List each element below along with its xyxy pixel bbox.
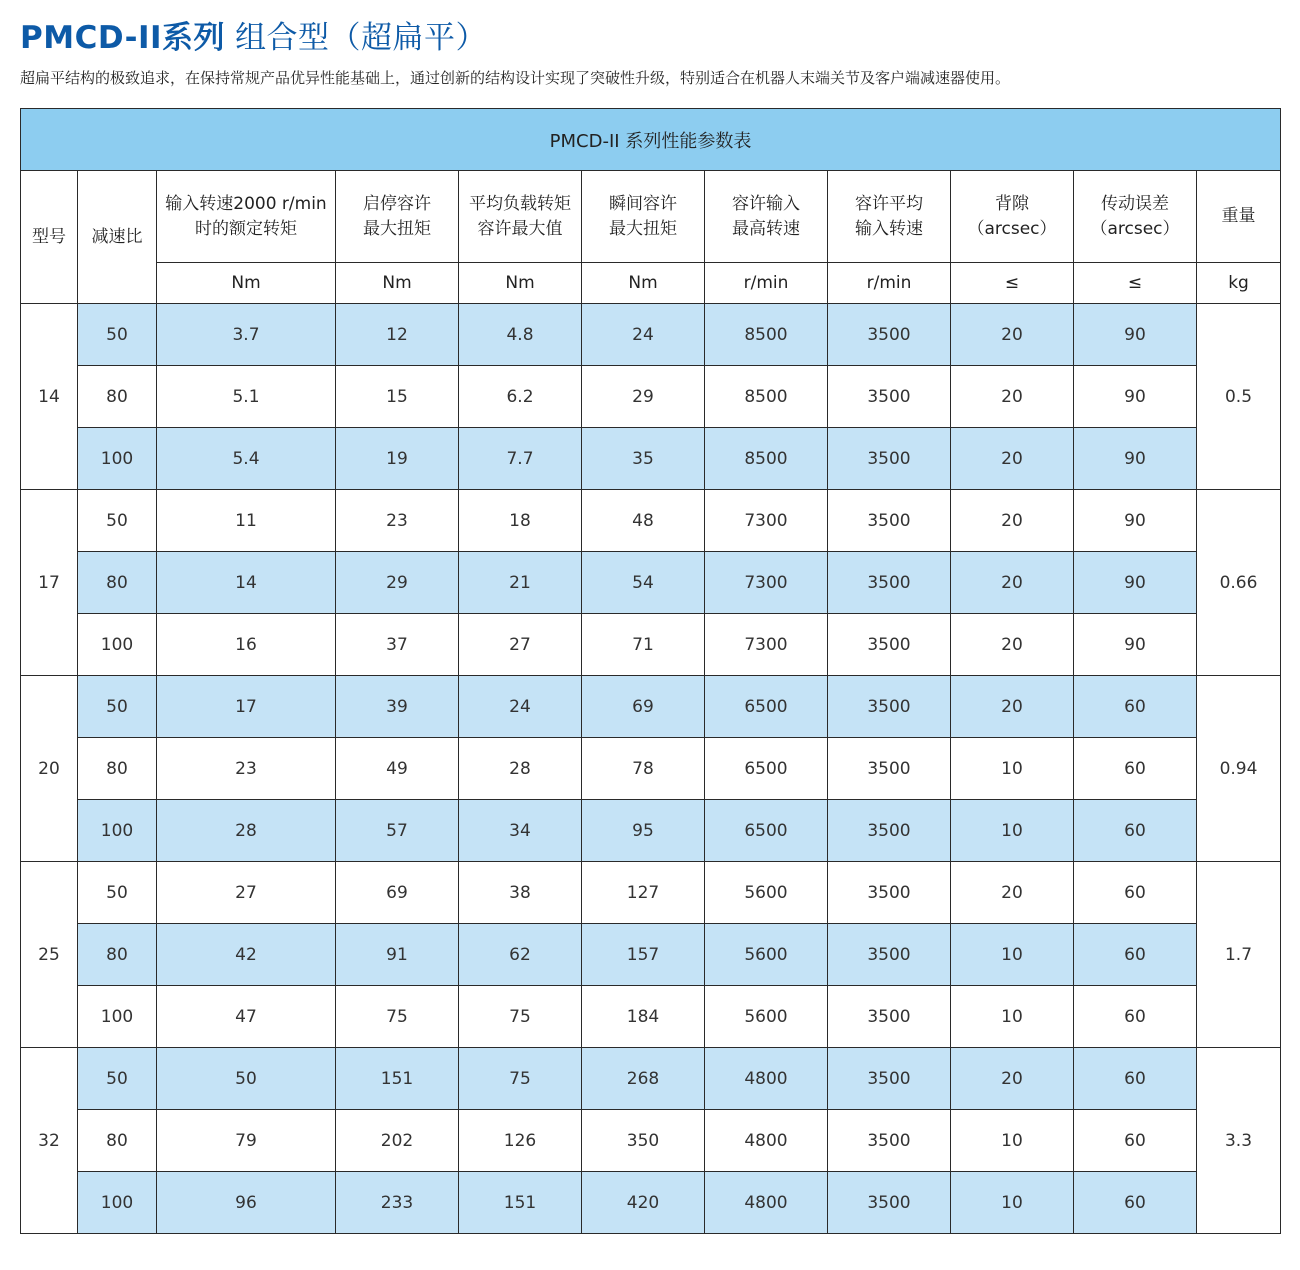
- table-cell: 28: [459, 738, 582, 800]
- table-cell: 90: [1074, 490, 1197, 552]
- table-cell: 202: [336, 1110, 459, 1172]
- table-cell: 28: [157, 800, 336, 862]
- table-cell: 6.2: [459, 366, 582, 428]
- page-description: 超扁平结构的极致追求，在保持常规产品优异性能基础上，通过创新的结构设计实现了突破性升级，特别适合在机器人末端关节及客户端减速器使用。: [20, 69, 1011, 87]
- table-cell: 90: [1074, 366, 1197, 428]
- table-cell: 6500: [705, 800, 828, 862]
- column-unit: r/min: [828, 263, 951, 304]
- table-cell: 5600: [705, 986, 828, 1048]
- table-cell: 24: [459, 676, 582, 738]
- table-cell: 38: [459, 862, 582, 924]
- table-row: [21, 1048, 1281, 1110]
- table-cell: 7300: [705, 552, 828, 614]
- table-cell: 24: [582, 304, 705, 366]
- table-row: [21, 800, 1281, 862]
- table-cell: 3500: [828, 924, 951, 986]
- column-unit: r/min: [705, 263, 828, 304]
- table-cell: 3500: [828, 676, 951, 738]
- column-header-line1: 型号: [32, 226, 66, 247]
- table-cell: 100: [78, 428, 157, 490]
- column-unit: Nm: [459, 263, 582, 304]
- table-cell: 6500: [705, 676, 828, 738]
- table-cell: 80: [78, 738, 157, 800]
- table-row: [21, 552, 1281, 614]
- table-row: [21, 1172, 1281, 1234]
- column-header-line1: 容许输入: [732, 193, 800, 214]
- table-cell: 90: [1074, 304, 1197, 366]
- table-cell: 127: [582, 862, 705, 924]
- table-cell: 60: [1074, 1172, 1197, 1234]
- table-cell: 57: [336, 800, 459, 862]
- column-unit: ≤: [1074, 263, 1197, 304]
- table-cell: 50: [78, 304, 157, 366]
- table-cell: 20: [951, 552, 1074, 614]
- table-cell: 48: [582, 490, 705, 552]
- table-cell: 90: [1074, 428, 1197, 490]
- table-cell: 8500: [705, 428, 828, 490]
- column-header-line2: 时的额定转矩: [195, 218, 297, 239]
- table-cell: 50: [78, 490, 157, 552]
- table-cell: 75: [459, 1048, 582, 1110]
- table-row: [21, 924, 1281, 986]
- weight-cell: 0.5: [1197, 304, 1281, 490]
- column-header: [1074, 171, 1197, 263]
- table-cell: 80: [78, 924, 157, 986]
- table-cell: 54: [582, 552, 705, 614]
- table-cell: 4800: [705, 1110, 828, 1172]
- table-cell: 20: [951, 862, 1074, 924]
- table-row: [21, 490, 1281, 552]
- table-row: [21, 366, 1281, 428]
- table-cell: 16: [157, 614, 336, 676]
- column-unit: ≤: [951, 263, 1074, 304]
- table-cell: 20: [951, 428, 1074, 490]
- table-row: [21, 862, 1281, 924]
- table-cell: 5600: [705, 862, 828, 924]
- table-cell: 80: [78, 1110, 157, 1172]
- table-row: [21, 676, 1281, 738]
- table-row: [21, 614, 1281, 676]
- table-cell: 3500: [828, 614, 951, 676]
- table-cell: 4.8: [459, 304, 582, 366]
- table-cell: 96: [157, 1172, 336, 1234]
- table-cell: 3500: [828, 986, 951, 1048]
- table-cell: 157: [582, 924, 705, 986]
- table-cell: 50: [157, 1048, 336, 1110]
- column-header: [1197, 171, 1281, 263]
- table-cell: 3500: [828, 862, 951, 924]
- table-cell: 3500: [828, 1172, 951, 1234]
- table-row: [21, 428, 1281, 490]
- table-cell: 14: [157, 552, 336, 614]
- table-cell: 3500: [828, 1110, 951, 1172]
- column-header-line1: 传动误差: [1101, 193, 1169, 214]
- table-cell: 5.4: [157, 428, 336, 490]
- table-cell: 47: [157, 986, 336, 1048]
- table-cell: 10: [951, 924, 1074, 986]
- column-header: [582, 171, 705, 263]
- table-cell: 7300: [705, 490, 828, 552]
- table-cell: 23: [336, 490, 459, 552]
- table-cell: 91: [336, 924, 459, 986]
- table-cell: 90: [1074, 552, 1197, 614]
- column-header-line1: 输入转速2000 r/min: [165, 193, 327, 214]
- model-cell: 14: [21, 304, 78, 490]
- table-cell: 5.1: [157, 366, 336, 428]
- table-cell: 3500: [828, 738, 951, 800]
- table-cell: 60: [1074, 924, 1197, 986]
- weight-cell: 0.66: [1197, 490, 1281, 676]
- column-unit: kg: [1197, 263, 1281, 304]
- table-cell: 8500: [705, 366, 828, 428]
- table-cell: 35: [582, 428, 705, 490]
- table-cell: 3500: [828, 490, 951, 552]
- column-header-line2: （arcsec）: [967, 218, 1057, 239]
- column-header: [705, 171, 828, 263]
- table-cell: 10: [951, 738, 1074, 800]
- table-cell: 17: [157, 676, 336, 738]
- table-cell: 100: [78, 1172, 157, 1234]
- table-cell: 60: [1074, 862, 1197, 924]
- table-cell: 10: [951, 800, 1074, 862]
- table-cell: 7.7: [459, 428, 582, 490]
- weight-cell: 3.3: [1197, 1048, 1281, 1234]
- table-cell: 37: [336, 614, 459, 676]
- table-cell: 78: [582, 738, 705, 800]
- model-cell: 32: [21, 1048, 78, 1234]
- table-cell: 184: [582, 986, 705, 1048]
- table-cell: 3500: [828, 552, 951, 614]
- column-header-line2: 最高转速: [732, 218, 800, 239]
- table-cell: 100: [78, 614, 157, 676]
- table-cell: 90: [1074, 614, 1197, 676]
- page-title-subtitle: 组合型（超扁平）: [235, 20, 488, 56]
- performance-table: [20, 108, 1281, 1234]
- table-cell: 100: [78, 800, 157, 862]
- table-cell: 20: [951, 1048, 1074, 1110]
- table-cell: 49: [336, 738, 459, 800]
- table-cell: 10: [951, 986, 1074, 1048]
- table-cell: 3500: [828, 1048, 951, 1110]
- column-header-line2: 输入转速: [855, 218, 923, 239]
- table-cell: 60: [1074, 676, 1197, 738]
- table-cell: 126: [459, 1110, 582, 1172]
- table-cell: 69: [336, 862, 459, 924]
- table-row: [21, 1110, 1281, 1172]
- column-header-line2: 容许最大值: [477, 218, 563, 239]
- column-header: [459, 171, 582, 263]
- page-title: [20, 18, 487, 58]
- table-cell: 50: [78, 676, 157, 738]
- table-cell: 80: [78, 366, 157, 428]
- table-cell: 350: [582, 1110, 705, 1172]
- column-header-line1: 平均负载转矩: [469, 193, 571, 214]
- table-row: [21, 304, 1281, 366]
- table-cell: 75: [459, 986, 582, 1048]
- table-cell: 79: [157, 1110, 336, 1172]
- table-cell: 10: [951, 1110, 1074, 1172]
- table-cell: 34: [459, 800, 582, 862]
- column-header-line1: 容许平均: [855, 193, 923, 214]
- table-cell: 19: [336, 428, 459, 490]
- table-cell: 60: [1074, 738, 1197, 800]
- column-header-line1: 重量: [1221, 206, 1256, 226]
- table-cell: 3500: [828, 366, 951, 428]
- table-cell: 8500: [705, 304, 828, 366]
- table-cell: 20: [951, 676, 1074, 738]
- table-cell: 4800: [705, 1048, 828, 1110]
- table-cell: 23: [157, 738, 336, 800]
- table-cell: 420: [582, 1172, 705, 1234]
- table-cell: 18: [459, 490, 582, 552]
- table-cell: 60: [1074, 986, 1197, 1048]
- table-row: [21, 738, 1281, 800]
- table-cell: 4800: [705, 1172, 828, 1234]
- table-cell: 3.7: [157, 304, 336, 366]
- table-cell: 27: [157, 862, 336, 924]
- column-header: [336, 171, 459, 263]
- table-cell: 75: [336, 986, 459, 1048]
- column-header: [828, 171, 951, 263]
- column-header-line2: （arcsec）: [1090, 218, 1180, 239]
- table-cell: 60: [1074, 1048, 1197, 1110]
- table-cell: 15: [336, 366, 459, 428]
- table-cell: 60: [1074, 800, 1197, 862]
- table-cell: 3500: [828, 428, 951, 490]
- table-cell: 7300: [705, 614, 828, 676]
- table-cell: 100: [78, 986, 157, 1048]
- table-cell: 69: [582, 676, 705, 738]
- column-unit: Nm: [157, 263, 336, 304]
- column-header-line2: 最大扭矩: [363, 218, 431, 239]
- table-cell: 3500: [828, 304, 951, 366]
- column-header-line1: 瞬间容许: [609, 193, 677, 214]
- table-cell: 60: [1074, 1110, 1197, 1172]
- table-cell: 29: [582, 366, 705, 428]
- column-header: [951, 171, 1074, 263]
- model-cell: 25: [21, 862, 78, 1048]
- table-cell: 20: [951, 304, 1074, 366]
- table-cell: 20: [951, 614, 1074, 676]
- table-cell: 50: [78, 862, 157, 924]
- table-cell: 39: [336, 676, 459, 738]
- table-cell: 62: [459, 924, 582, 986]
- model-cell: 17: [21, 490, 78, 676]
- table-cell: 50: [78, 1048, 157, 1110]
- column-header: [157, 171, 336, 263]
- table-cell: 268: [582, 1048, 705, 1110]
- column-unit: Nm: [582, 263, 705, 304]
- column-header-line1: 减速比: [91, 226, 143, 247]
- table-cell: 20: [951, 366, 1074, 428]
- column-header: [78, 171, 157, 304]
- table-caption: PMCD-II 系列性能参数表: [21, 109, 1281, 171]
- column-header-line2: 最大扭矩: [609, 218, 677, 239]
- table-cell: 3500: [828, 800, 951, 862]
- column-header-line1: 启停容许: [363, 193, 431, 214]
- table-cell: 80: [78, 552, 157, 614]
- column-header-line1: 背隙: [995, 193, 1029, 214]
- table-cell: 20: [951, 490, 1074, 552]
- table-cell: 11: [157, 490, 336, 552]
- table-cell: 12: [336, 304, 459, 366]
- table-cell: 42: [157, 924, 336, 986]
- table-cell: 6500: [705, 738, 828, 800]
- table-cell: 5600: [705, 924, 828, 986]
- table-cell: 95: [582, 800, 705, 862]
- weight-cell: 1.7: [1197, 862, 1281, 1048]
- column-unit: Nm: [336, 263, 459, 304]
- table-cell: 29: [336, 552, 459, 614]
- table-row: [21, 986, 1281, 1048]
- table-cell: 233: [336, 1172, 459, 1234]
- table-cell: 151: [459, 1172, 582, 1234]
- table-cell: 71: [582, 614, 705, 676]
- table-cell: 27: [459, 614, 582, 676]
- table-cell: 10: [951, 1172, 1074, 1234]
- model-cell: 20: [21, 676, 78, 862]
- column-header: [21, 171, 78, 304]
- table-cell: 21: [459, 552, 582, 614]
- weight-cell: 0.94: [1197, 676, 1281, 862]
- page-title-series: PMCD-II系列: [20, 20, 226, 56]
- table-cell: 151: [336, 1048, 459, 1110]
